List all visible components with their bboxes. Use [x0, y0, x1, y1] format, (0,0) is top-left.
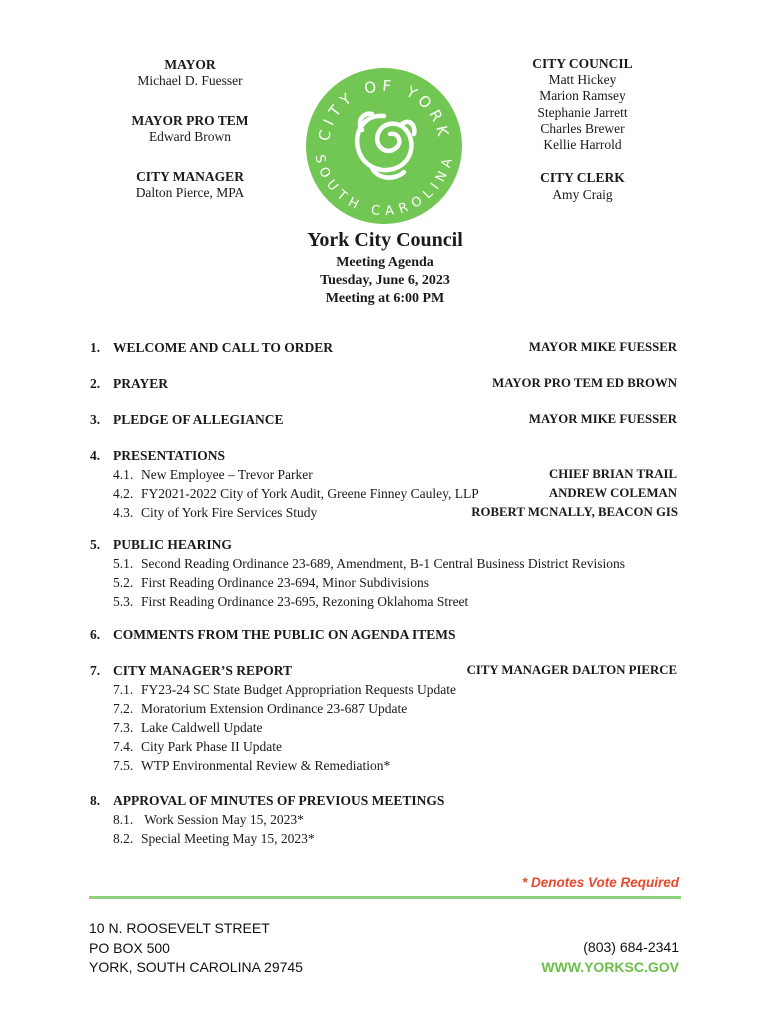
- city-council-title: CITY COUNCIL: [532, 56, 633, 71]
- council-member: Stephanie Jarrett: [537, 104, 628, 120]
- seal-top-text: CITY OF YORK: [314, 76, 453, 143]
- agenda-item: [0, 661, 770, 776]
- council-member: Charles Brewer: [540, 120, 625, 136]
- footer-contact: [541, 938, 679, 977]
- agenda-item: [0, 446, 770, 526]
- address-line: YORK, SOUTH CAROLINA 29745: [89, 959, 303, 975]
- sub-item: 7.1. FY23-24 SC State Budget Appropriation Requests Update: [113, 682, 456, 697]
- item-presenter: MAYOR MIKE FUESSER: [528, 412, 677, 426]
- city-clerk-name: Amy Craig: [552, 187, 613, 202]
- sub-item-presenter: CHIEF BRIAN TRAIL: [549, 467, 677, 481]
- item-number: 7.: [90, 663, 101, 678]
- item-label: CITY MANAGER’S REPORT: [113, 663, 293, 678]
- sub-item: 7.4. City Park Phase II Update: [113, 739, 282, 754]
- item-number: 2.: [90, 376, 101, 391]
- city-council-members: [495, 72, 670, 153]
- mayor-name: Michael D. Fuesser: [137, 73, 243, 88]
- sub-item: 5.2. First Reading Ordinance 23-694, Minor Subdivisions: [113, 575, 429, 590]
- item-number: 5.: [90, 537, 101, 552]
- mayor-pro-tem-title: MAYOR PRO TEM: [131, 113, 249, 128]
- item-label: WELCOME AND CALL TO ORDER: [113, 340, 334, 355]
- sub-item-presenter: ROBERT MCNALLY, BEACON GIS: [471, 505, 678, 519]
- item-label: PLEDGE OF ALLEGIANCE: [113, 412, 284, 427]
- item-number: 3.: [90, 412, 101, 427]
- item-label: APPROVAL OF MINUTES OF PREVIOUS MEETINGS: [113, 793, 445, 808]
- item-presenter: MAYOR PRO TEM ED BROWN: [492, 376, 677, 390]
- agenda-item: [0, 791, 770, 851]
- item-label: PUBLIC HEARING: [113, 537, 232, 552]
- council-member: Marion Ramsey: [539, 88, 626, 104]
- item-label: PRAYER: [113, 376, 169, 391]
- address-line: PO BOX 500: [89, 939, 170, 956]
- city-clerk-title: CITY CLERK: [540, 170, 625, 185]
- item-label: COMMENTS FROM THE PUBLIC ON AGENDA ITEMS: [113, 627, 456, 642]
- sub-item: 7.3. Lake Caldwell Update: [113, 720, 263, 735]
- item-label: PRESENTATIONS: [113, 448, 226, 463]
- sub-item: 4.1. New Employee – Trevor Parker: [113, 467, 313, 482]
- footer-divider: [89, 896, 681, 899]
- item-number: 8.: [90, 793, 101, 808]
- sub-item: 4.2. FY2021-2022 City of York Audit, Greene Finney Cauley, LLP: [113, 486, 479, 501]
- agenda-subtitle: Meeting Agenda: [336, 255, 434, 270]
- sub-item: 8.1. Work Session May 15, 2023*: [113, 812, 304, 827]
- meeting-time: Meeting at 6:00 PM: [325, 291, 445, 306]
- phone-number: (803) 684-2341: [583, 939, 679, 955]
- sub-item: 4.3. City of York Fire Services Study: [113, 505, 318, 520]
- item-number: 1.: [90, 340, 101, 355]
- address-line: 10 N. ROOSEVELT STREET: [89, 920, 270, 936]
- item-presenter: MAYOR MIKE FUESSER: [528, 340, 677, 354]
- meeting-date: Tuesday, June 6, 2023: [320, 273, 450, 288]
- seal-bottom-text: SOUTH CAROLINA: [311, 153, 457, 220]
- sub-item-presenter: ANDREW COLEMAN: [548, 486, 677, 500]
- city-manager-title: CITY MANAGER: [136, 169, 244, 184]
- agenda-item: [0, 625, 770, 644]
- item-number: 4.: [90, 448, 101, 463]
- agenda-item: [0, 535, 770, 615]
- city-manager-name: Dalton Pierce, MPA: [135, 185, 245, 200]
- sub-item: 8.2. Special Meeting May 15, 2023*: [113, 831, 315, 846]
- agenda-item: [0, 410, 770, 429]
- page-title: York City Council: [307, 229, 463, 251]
- item-presenter: CITY MANAGER DALTON PIERCE: [466, 663, 677, 677]
- council-member: Matt Hickey: [548, 72, 617, 87]
- agenda-item: [0, 338, 770, 357]
- sub-item: 7.5. WTP Environmental Review & Remediation*: [113, 758, 391, 773]
- vote-required-note: * Denotes Vote Required: [521, 875, 679, 890]
- mayor-pro-tem-name: Edward Brown: [148, 129, 232, 144]
- item-number: 6.: [90, 627, 101, 642]
- city-seal: [306, 68, 462, 224]
- council-member: Kellie Harrold: [543, 137, 622, 153]
- sub-item: 5.1. Second Reading Ordinance 23-689, Amendment, B-1 Central Business District Revisions: [113, 556, 626, 571]
- sub-item: 7.2. Moratorium Extension Ordinance 23-687 Update: [113, 701, 408, 716]
- mayor-title: MAYOR: [164, 57, 216, 72]
- footer-address: [89, 919, 303, 978]
- website-link[interactable]: WWW.YORKSC.GOV: [541, 958, 679, 975]
- sub-item: 5.3. First Reading Ordinance 23-695, Rezoning Oklahoma Street: [113, 594, 469, 609]
- agenda-item: [0, 374, 770, 393]
